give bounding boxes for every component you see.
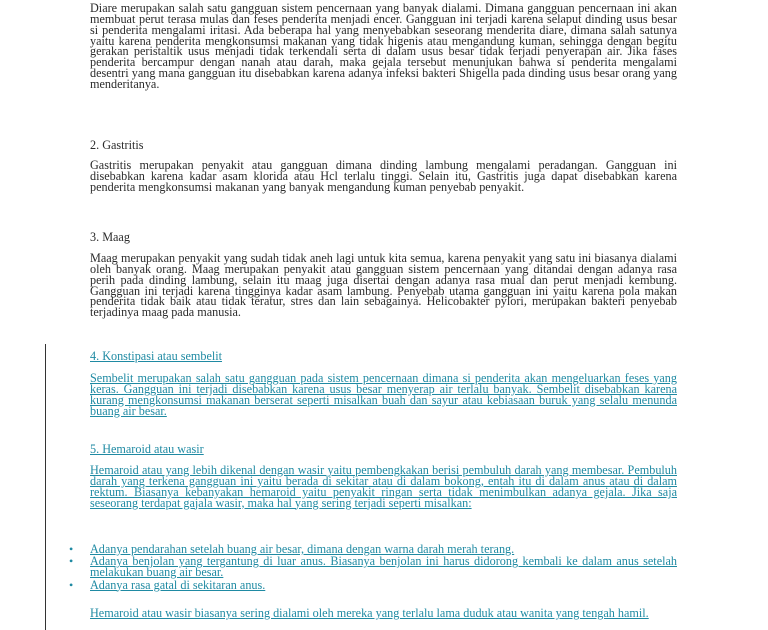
list-item[interactable]	[69, 542, 677, 556]
list-item-text[interactable]: Adanya benjolan yang tergantung di luar anus. Biasanya benjolan ini harus didorong kembali ke dalam anus setelah melakukan buang air besar.	[90, 554, 677, 580]
list-item[interactable]	[69, 577, 677, 592]
list-item-text[interactable]: Adanya pendarahan setelah buang air besar, dimana dengan warna darah merah terang.	[90, 542, 515, 556]
bullet-icon: •	[69, 577, 74, 592]
maag-paragraph: Maag merupakan penyakit yang sudah tidak aneh lagi untuk kita semua, karena penyakit yang satu ini biasanya dialami oleh banyak orang. Maag merupakan penyakit atau gangguan sistem pencernaan yang ditandai dengan adanya rasa perih pada dinding lambung, selain itu maag juga disertai dengan adanya rasa mual dan perut menjadi kembung. Gangguan ini terjadi karena tingginya kadar asam lambung. Penyebab utama gangguan ini yaitu karena pola makan penderita tidak baik atau tidak teratur, stres dan lain sebagainya. Helicobakter pylori, merupakan bakteri penyebab terjadinya maag pada manusia.	[90, 251, 677, 320]
maag-heading: 3. Maag	[90, 230, 130, 244]
diare-paragraph: Diare merupakan salah satu gangguan sistem pencernaan yang banyak dialami. Dimana gangguan pencernaan ini akan membuat perut terasa mulas dan feses penderita menjadi encer. Gangguan ini terjadi karena selaput dinding usus besar si penderita mengalami iritasi. Ada beberapa hal yang menyebabkan seseorang menderita diare, dimana salah satunya yaitu karena penderita mengkonsumsi makanan yang tidak higenis atau mengandung kuman, sehingga dengan begitu gerakan peristaltik usus menjadi tidak terkendali serta di dalam usus besar tidak terjadi penyerapan air. Jika fases penderita bercampur dengan nanah atau darah, maka gejala tersebut menunjukan bahwa si penderita mengalami desentri yang mana gangguan itu disebabkan karena adanya infeksi bakteri Shigella pada dinding usus besar orang yang menderitanya.	[90, 1, 677, 91]
bullet-icon: •	[69, 554, 74, 569]
hemaroid-heading[interactable]: 5. Hemaroid atau wasir	[90, 442, 204, 456]
konstipasi-paragraph[interactable]: Sembelit merupakan salah satu gangguan pada sistem pencernaan dimana si penderita akan mengeluarkan feses yang keras. Gangguan ini terjadi disebabkan karena usus besar menyerap air terlalu banyak. Sembelit disebabkan karena kurang mengkonsumsi makanan berserat seperti misalkan buah dan sayur atau kebiasaan buruk yang selalu menunda buang air besar.	[90, 371, 677, 418]
list-item-text[interactable]: Adanya rasa gatal di sekitaran anus.	[90, 577, 266, 592]
list-item[interactable]	[69, 554, 677, 580]
bullet-icon: •	[69, 542, 74, 556]
symptom-list	[69, 542, 677, 592]
gastritis-paragraph: Gastritis merupakan penyakit atau gangguan dimana dinding lambung mengalami peradangan. Gangguan ini disebabkan karena kadar asam klorida atau Hcl terlalu tinggi. Selain itu, Gastritis juga dapat disebabkan karena penderita mengkonsumsi makanan yang banyak mengandung kuman penyebab penyakit.	[90, 158, 677, 194]
konstipasi-heading[interactable]: 4. Konstipasi atau sembelit	[90, 349, 223, 363]
closing-paragraph[interactable]: Hemaroid atau wasir biasanya sering dialami oleh mereka yang terlalu lama duduk atau wanita yang tengah hamil.	[90, 606, 649, 620]
hemaroid-paragraph[interactable]: Hemaroid atau yang lebih dikenal dengan wasir yaitu pembengkakan berisi pembuluh darah yang membesar. Pembuluh darah yang terkena gangguan ini yaitu berada di sekitar atau di dalam bokong, entah itu di dalam anus atau di dalam rektum. Biasanya kebanyakan hemaroid yaitu penyakit ringan serta tidak menimbulkan adanya gejala. Jika saja seseorang terdapat gajala wasir, maka hal yang sering terjadi seperti misalkan:	[90, 463, 677, 510]
gastritis-heading: 2. Gastritis	[90, 138, 144, 152]
revision-change-bar	[45, 344, 46, 630]
